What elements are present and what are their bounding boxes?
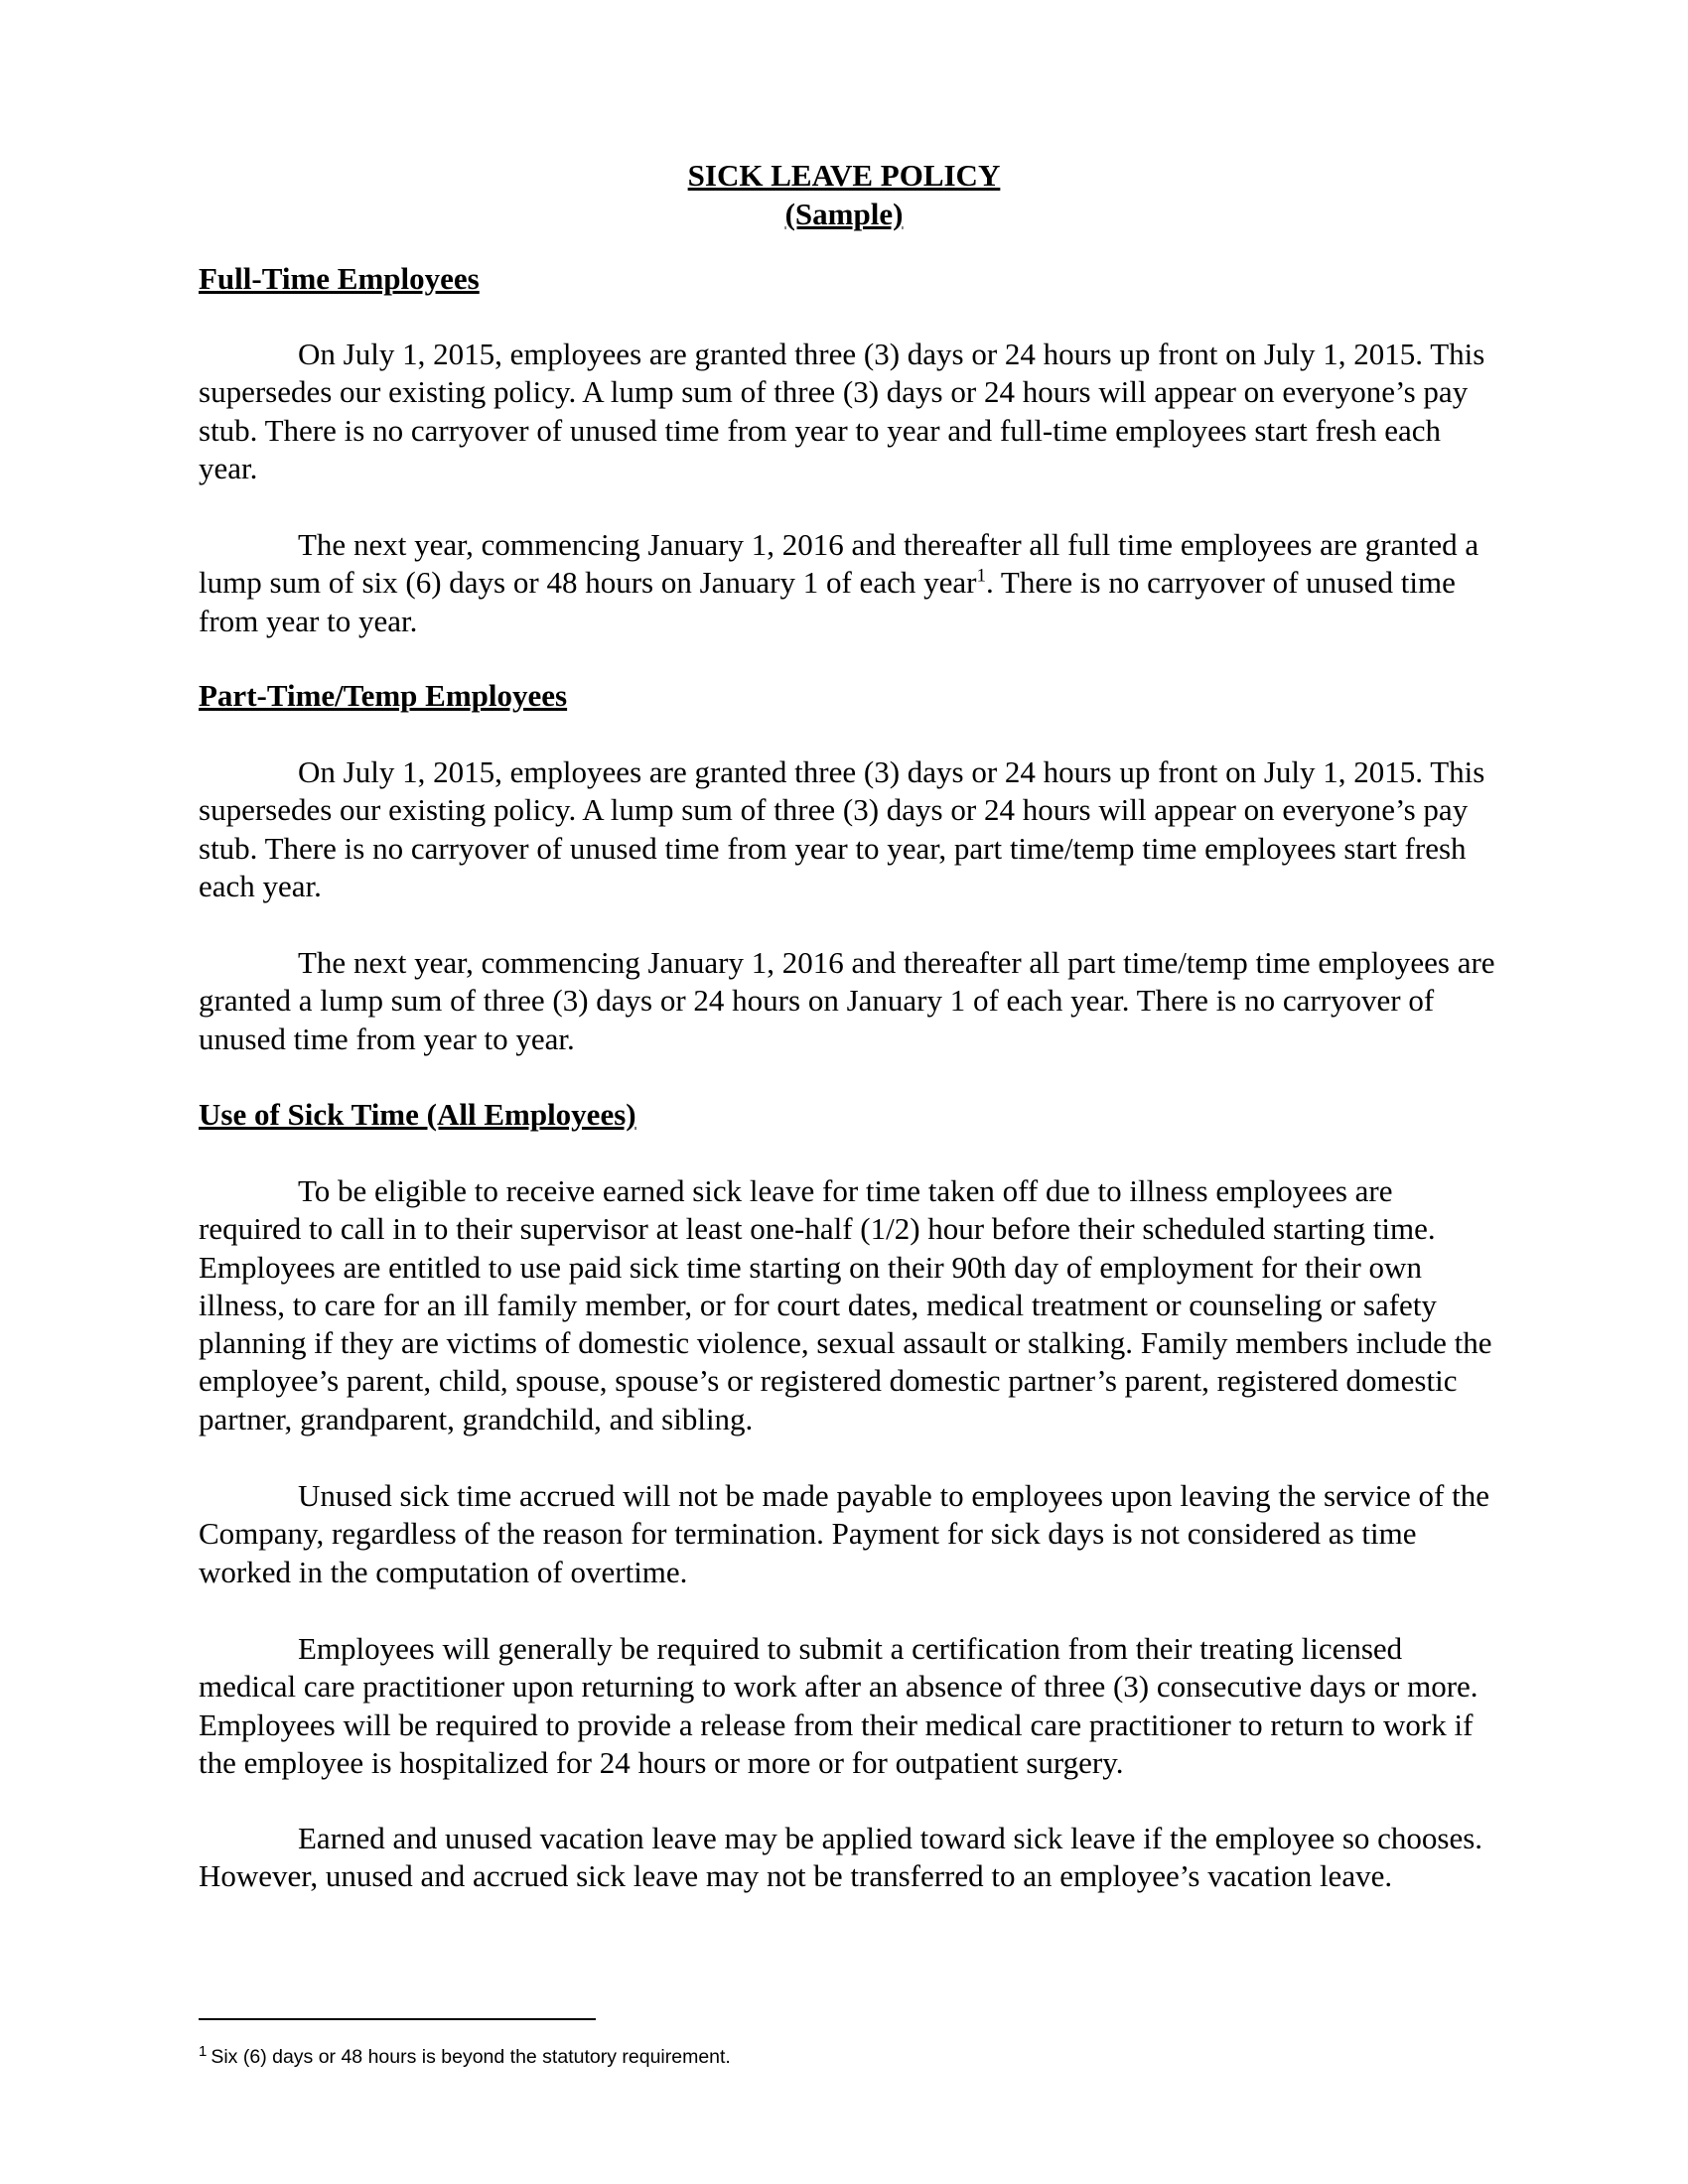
part-time-paragraph-1: On July 1, 2015, employees are granted three (3) days or 24 hours up front on July 1, 2015. This supersedes our existing policy. A lump sum of three (3) days or 24 hours will appear on everyone’s pay stub. There is no carryover of unused time from year to year, part time/temp time employees start fresh each year. bbox=[199, 754, 1485, 903]
part-time-paragraph-2: The next year, commencing January 1, 2016 and thereafter all part time/temp time employees are granted a lump sum of three (3) days or 24 hours on January 1 of each year. There is no carryover of unused time from year to year. bbox=[199, 945, 1495, 1056]
footnote-separator bbox=[199, 2018, 596, 2020]
use-of-sick-time-paragraph-1: To be eligible to receive earned sick leave for time taken off due to illness employees are required to call in to their supervisor at least one-half (1/2) hour before their scheduled starting time. Employees are entitled to use paid sick time starting on their 90th day of employment for their own illness, to care for an ill family member, or for court dates, medical treatment or counseling or safety planning if they are victims of domestic violence, sexual assault or stalking. Family members include the employee’s parent, child, spouse, spouse’s or registered domestic partner’s parent, registered domestic partner, grandparent, grandchild, and sibling. bbox=[199, 1173, 1492, 1436]
footnote-text: Six (6) days or 48 hours is beyond the statutory requirement. bbox=[211, 2046, 731, 2068]
footnote-reference: 1 bbox=[976, 565, 986, 587]
document-title: SICK LEAVE POLICY bbox=[687, 158, 1001, 193]
footnote-mark: 1 bbox=[199, 2042, 208, 2060]
use-of-sick-time-paragraph-3: Employees will generally be required to submit a certification from their treating licensed medical care practitioner upon returning to work after an absence of three (3) consecutive days or more. Employees will be required to provide a release from their medical care practitioner to return to work if the employee is hospitalized for 24 hours or more or for outpatient surgery. bbox=[199, 1631, 1478, 1780]
section-heading-part-time: Part-Time/Temp Employees bbox=[199, 678, 568, 713]
full-time-paragraph-2-text: The next year, commencing January 1, 2016 and thereafter all full time employees are granted a lump sum of six (6) days or 48 hours on January 1 of each year bbox=[199, 527, 1479, 601]
full-time-paragraph-2-text-end: . There is no carryover of unused time from year to year. bbox=[199, 565, 1456, 638]
section-heading-full-time: Full-Time Employees bbox=[199, 261, 480, 296]
use-of-sick-time-paragraph-2: Unused sick time accrued will not be made payable to employees upon leaving the service of the Company, regardless of the reason for termination. Payment for sick days is not considered as time worked in the computation of overtime. bbox=[199, 1478, 1489, 1589]
full-time-paragraph-2 bbox=[199, 526, 1499, 640]
document-subtitle: (Sample) bbox=[784, 197, 904, 231]
full-time-paragraph-1: On July 1, 2015, employees are granted three (3) days or 24 hours up front on July 1, 2015. This supersedes our existing policy. A lump sum of three (3) days or 24 hours will appear on everyone’s pay stub. There is no carryover of unused time from year to year and full-time employees start fresh each year. bbox=[199, 337, 1485, 485]
footnote bbox=[199, 2043, 731, 2071]
use-of-sick-time-paragraph-4: Earned and unused vacation leave may be applied toward sick leave if the employee so chooses. However, unused and accrued sick leave may not be transferred to an employee’s vacation leave. bbox=[199, 1821, 1483, 1894]
section-heading-use-of-sick-time: Use of Sick Time (All Employees) bbox=[199, 1097, 636, 1132]
